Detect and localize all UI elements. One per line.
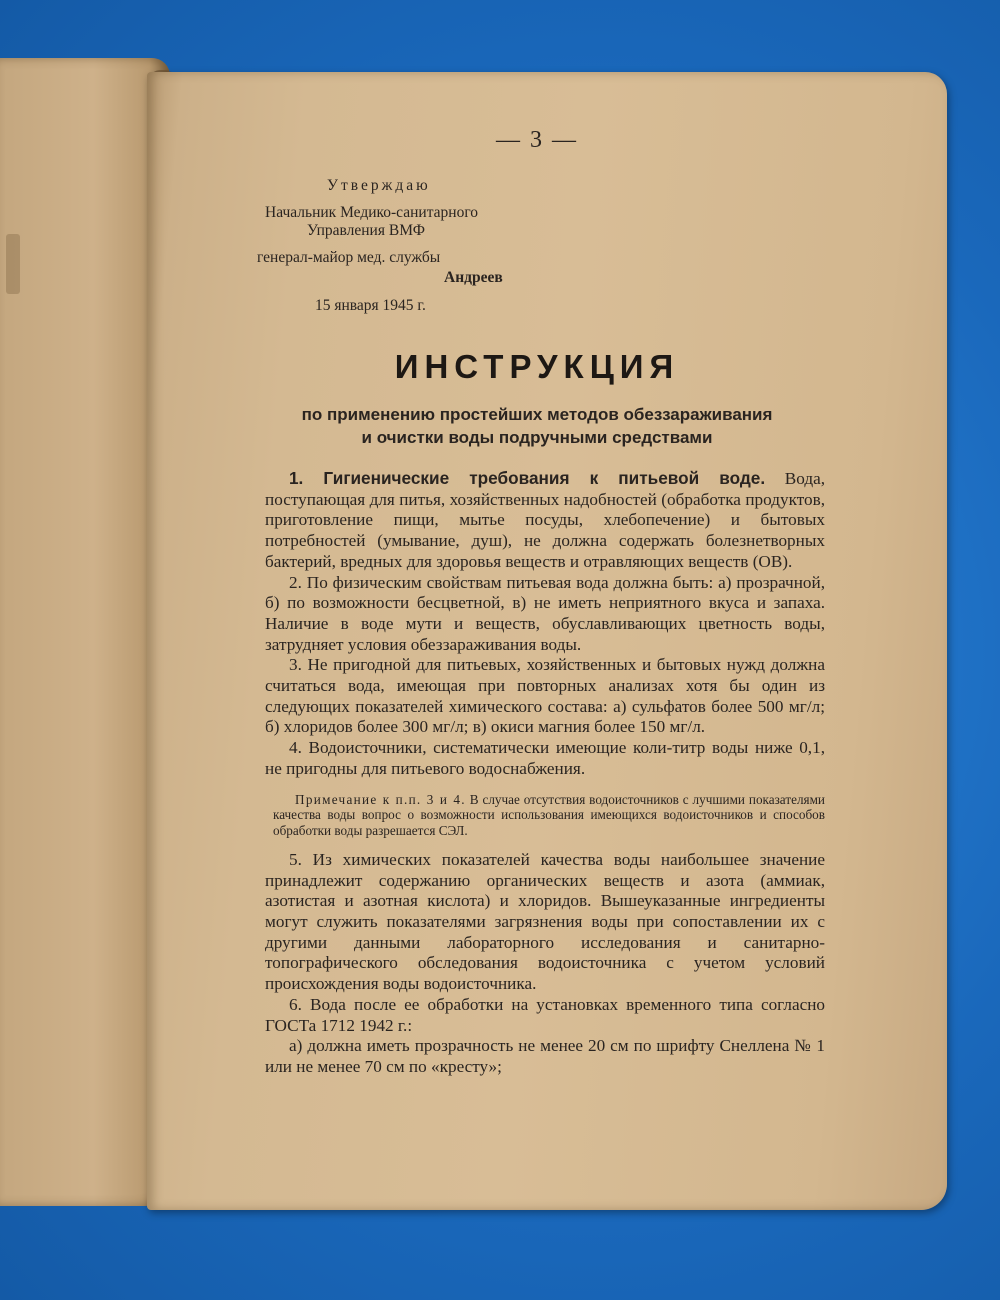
section-4: 4. Водоисточники, систематически имеющие коли-титр воды ниже 0,1, не пригодны для питьевого водоснабжения. <box>265 738 825 778</box>
note-text: В случае отсутствия водоисточников с лучшими показателями качества воды вопрос о возможности использования имеющихся водоисточников и способов обработки воды разрешается СЭЛ. <box>273 791 825 839</box>
approval-heading: Утверждаю <box>327 177 431 194</box>
document-body <box>265 468 825 1078</box>
left-page <box>0 58 170 1206</box>
section-1 <box>265 468 825 573</box>
document-title: ИНСТРУКЦИЯ <box>394 348 680 385</box>
left-page-mark <box>6 234 20 294</box>
document-page <box>147 72 947 1210</box>
approval-department: Управления ВМФ <box>307 222 426 239</box>
section-6: 6. Вода после ее обработки на установках временного типа согласно ГОСТа 1712 1942 г.: <box>265 994 825 1035</box>
approval-rank: генерал-майор мед. службы <box>257 249 441 266</box>
section-2: 2. По физическим свойствам питьевая вода должна быть: а) прозрачной, б) по возможности бесцветной, в) не иметь неприятного вкуса и запаха. Наличие в воде мути и веществ, обуславливающих цветность воды, затрудняет условия обеззараживания воды. <box>265 572 825 654</box>
approval-date: 15 января 1945 г. <box>315 297 426 314</box>
section-6a: а) должна иметь прозрачность не менее 20 см по шрифту Снеллена № 1 или не менее 70 см по «кресту»; <box>265 1036 825 1076</box>
document-subtitle-line2: и очистки воды подручными средствами <box>361 428 713 447</box>
section-1-heading: 1. Гигиенические требования к питьевой воде. <box>289 468 766 488</box>
approval-position: Начальник Медико-санитарного <box>265 204 479 221</box>
document-subtitle-line1: по применению простейших методов обеззараживания <box>301 405 773 424</box>
note-heading: Примечание к п.п. 3 и 4. <box>295 791 466 807</box>
section-1-text: Вода, поступающая для питья, хозяйственных надобностей (обработка продуктов, приготовление пищи, мытье посуды, хлебопечение) и бытовых потребностей (умывание, душ), не должна содержать болезнетворных бактерий, вредных для здоровья веществ и отравляющих веществ (ОВ). <box>265 469 825 571</box>
note <box>273 792 825 839</box>
section-5: 5. Из химических показателей качества воды наибольшее значение принадлежит содержанию органических веществ и азота (аммиак, азотистая и азотная кислота) и хлоридов. Вышеуказанные ингредиенты могут служить показателями загрязнения воды при сопоставлении их с другими данными лабораторного исследования и санитарно-топографического обследования водоисточника с учетом условий происхождения воды водоисточника. <box>265 849 825 994</box>
section-3: 3. Не пригодной для питьевых, хозяйственных и бытовых нужд должна считаться вода, имеющая при повторных анализах хотя бы один из следующих показателей химического состава: а) сульфатов более 500 мг/л; б) хлоридов более 300 мг/л; в) окиси магния более 150 мг/л. <box>265 655 825 737</box>
approval-name: Андреев <box>444 269 503 286</box>
page-number: — 3 — <box>496 127 578 153</box>
